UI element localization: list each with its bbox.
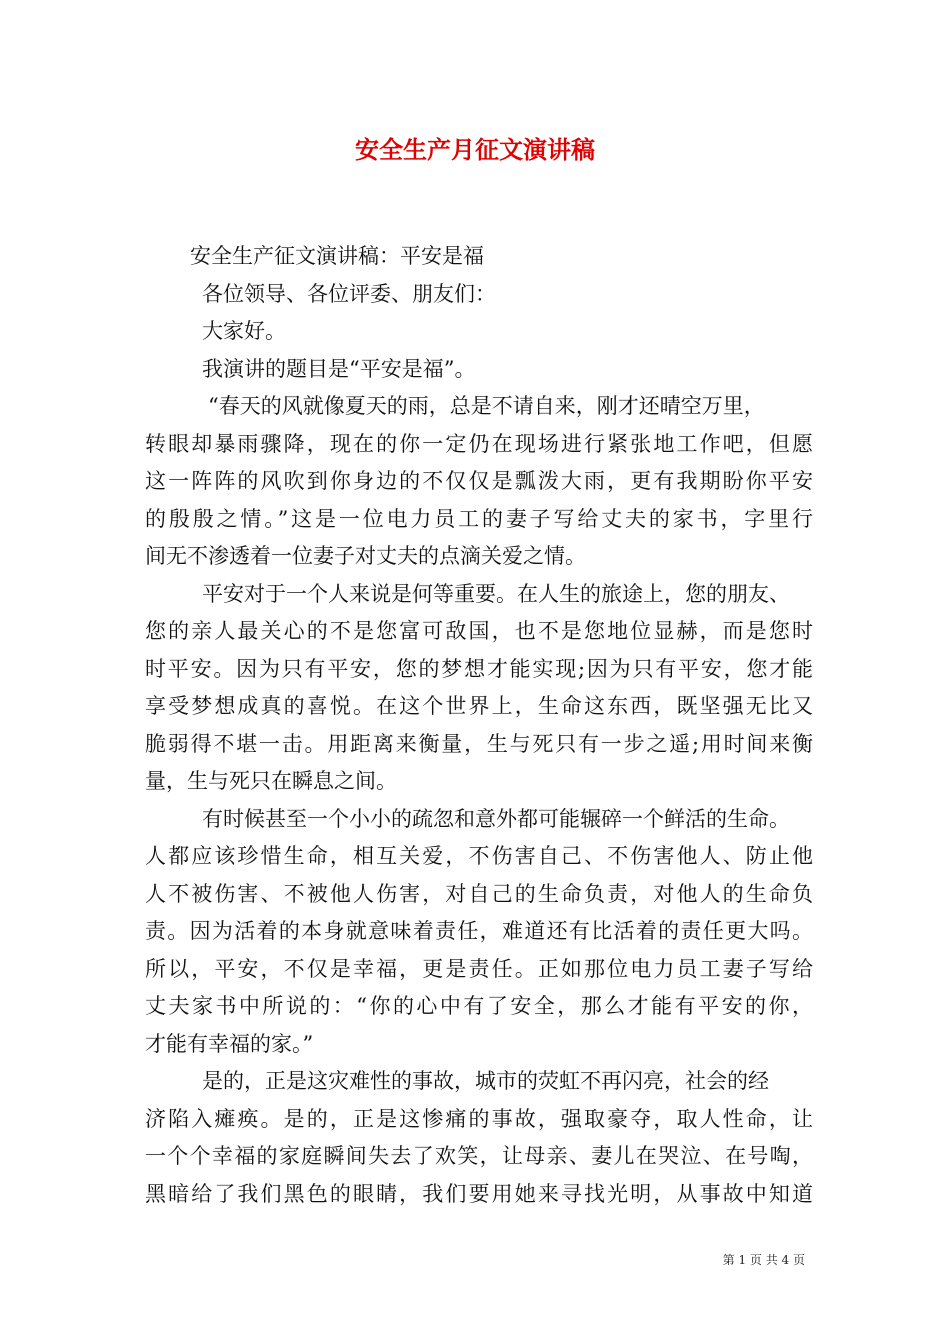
subtitle-line: 安全生产征文演讲稿：平安是福 — [190, 244, 484, 268]
paragraph-3-line-3: 人不被伤害、不被他人伤害，对自己的生命负责，对他人的生命负 — [145, 881, 813, 906]
paragraph-4-line-1: 是的，正是这灾难性的事故，城市的荧虹不再闪亮，社会的经 — [202, 1069, 769, 1093]
paragraph-1-line-3: 这一阵阵的风吹到你身边的不仅仅是瓢泼大雨，更有我期盼你平安 — [145, 469, 813, 493]
paragraph-2-line-4: 享受梦想成真的喜悦。在这个世界上，生命这东西，既坚强无比又 — [145, 694, 813, 718]
paragraph-2-line-6: 量，生与死只在瞬息之间。 — [145, 769, 397, 793]
topic-line: 我演讲的题目是“平安是福”。 — [202, 356, 476, 381]
page-number: 第 1 页 共 4 页 — [722, 1253, 805, 1267]
paragraph-3-line-1: 有时候甚至一个小小的疏忽和意外都可能辗碎一个鲜活的生命。 — [202, 806, 790, 831]
greeting-line: 大家好。 — [202, 319, 286, 343]
paragraph-3-line-4: 责。因为活着的本身就意味着责任，难道还有比活着的责任更大吗。 — [145, 919, 813, 943]
paragraph-2-line-1: 平安对于一个人来说是何等重要。在人生的旅途上，您的朋友、 — [202, 581, 790, 606]
salutation-line: 各位领导、各位评委、朋友们： — [202, 281, 496, 306]
paragraph-4-line-2: 济陷入瘫痪。是的，正是这惨痛的事故，强取豪夺，取人性命，让 — [145, 1106, 813, 1131]
paragraph-3-line-5: 所以，平安，不仅是幸福，更是责任。正如那位电力员工妻子写给 — [145, 956, 813, 981]
paragraph-4-line-3: 一个个幸福的家庭瞬间失去了欢笑，让母亲、妻儿在哭泣、在号啕， — [145, 1144, 813, 1168]
paragraph-2-line-5: 脆弱得不堪一击。用距离来衡量，生与死只有一步之遥;用时间来衡 — [145, 731, 813, 756]
paragraph-4-line-4: 黑暗给了我们黑色的眼睛，我们要用她来寻找光明，从事故中知道 — [145, 1181, 813, 1206]
document-body — [145, 238, 813, 1213]
paragraph-3-line-6: 丈夫家书中所说的：“你的心中有了安全，那么才能有平安的你， — [145, 994, 813, 1018]
paragraph-1-line-5: 间无不渗透着一位妻子对丈夫的点滴关爱之情。 — [145, 544, 586, 568]
paragraph-2-line-3: 时平安。因为只有平安，您的梦想才能实现;因为只有平安，您才能 — [145, 656, 813, 681]
paragraph-2-line-2: 您的亲人最关心的不是您富可敌国，也不是您地位显赫，而是您时 — [145, 619, 813, 643]
paragraph-1-line-2: 转眼却暴雨骤降，现在的你一定仍在现场进行紧张地工作吧，但愿 — [145, 431, 813, 456]
paragraph-1-line-4: 的殷殷之情。”这是一位电力员工的妻子写给丈夫的家书，字里行 — [145, 506, 813, 531]
document-title: 安全生产月征文演讲稿 — [355, 135, 595, 164]
paragraph-3-line-7: 才能有幸福的家。” — [145, 1031, 314, 1056]
paragraph-1-line-1: “春天的风就像夏天的雨，总是不请自来，刚才还晴空万里， — [208, 394, 765, 418]
paragraph-3-line-2: 人都应该珍惜生命，相互关爱，不伤害自己、不伤害他人、防止他 — [145, 844, 813, 868]
